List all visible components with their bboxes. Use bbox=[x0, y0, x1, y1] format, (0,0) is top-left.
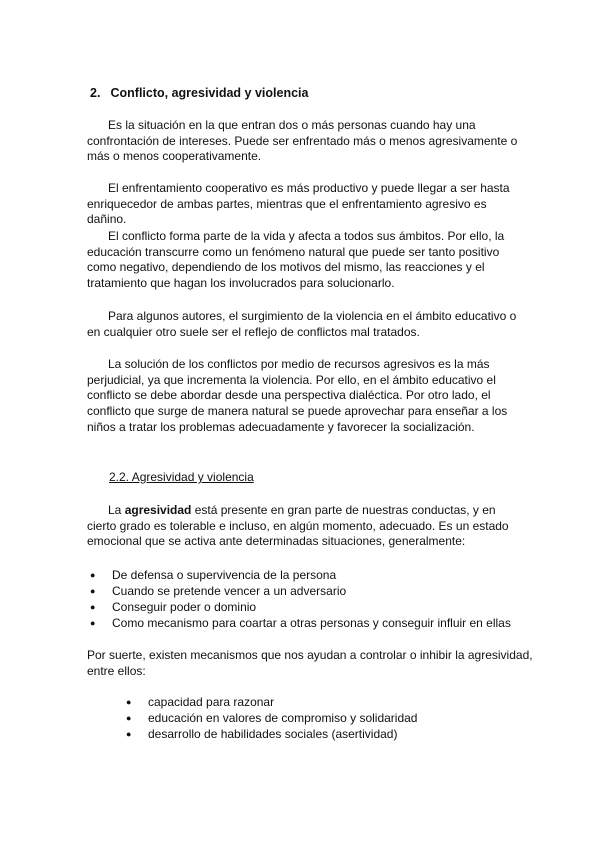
closing-paragraph: Por suerte, existen mecanismos que nos ayudan a controlar o inhibir la agresividad, entre ellos: bbox=[87, 648, 533, 678]
list-item: ● educación en valores de compromiso y solidaridad bbox=[126, 710, 417, 726]
section-heading bbox=[90, 86, 308, 100]
paragraph-text: Para algunos autores, el surgimiento de la violencia en el ámbito educativo o en cualquier otro suele ser el reflejo de conflictos mal tratados. bbox=[87, 309, 517, 339]
paragraph bbox=[87, 118, 527, 165]
bold-term: agresividad bbox=[124, 503, 192, 517]
paragraph-text: Es la situación en la que entran dos o más personas cuando hay una confrontación de intereses. Puede ser enfrentado más o menos agresivamente o más o menos cooperativamente. bbox=[87, 118, 518, 164]
bullet-list-situations bbox=[90, 567, 511, 631]
intro-rest: está presente en gran parte de nuestras conductas, y en cierto grado es tolerable e incluso, en algún momento, adecuado. Es un estado emocional que se activa ante determinadas situaciones, generalmente: bbox=[87, 503, 509, 549]
list-item: ● Como mecanismo para coartar a otras personas y conseguir influir en ellas bbox=[90, 615, 511, 631]
bullet-list-mechanisms bbox=[126, 694, 417, 742]
list-item: ● capacidad para razonar bbox=[126, 694, 417, 710]
paragraph bbox=[87, 229, 527, 292]
subsection-heading: 2.2. Agresividad y violencia bbox=[109, 470, 254, 484]
paragraph bbox=[87, 181, 527, 228]
list-item: ● desarrollo de habilidades sociales (asertividad) bbox=[126, 726, 417, 742]
list-item: ● De defensa o supervivencia de la persona bbox=[90, 567, 511, 583]
subsection-intro bbox=[87, 503, 527, 550]
section-number: 2. bbox=[90, 86, 101, 100]
paragraph bbox=[87, 357, 527, 436]
section-title: Conflicto, agresividad y violencia bbox=[110, 86, 309, 100]
paragraph-text: El conflicto forma parte de la vida y afecta a todos sus ámbitos. Por ello, la educación transcurre como un fenómeno natural que puede ser tanto positivo como negativo, dependiendo de los motivos del mismo, las reacciones y el tratamiento que hagan los involucrados para solucionarlo. bbox=[87, 229, 505, 291]
intro-prefix: La bbox=[108, 503, 125, 517]
list-item: ● Cuando se pretende vencer a un adversario bbox=[90, 583, 511, 599]
paragraph-text: La solución de los conflictos por medio de recursos agresivos es la más perjudicial, ya que incrementa la violencia. Por ello, en el ámbito educativo el conflicto se debe abordar desde una perspectiva dialéctica. Por otro lado, el conflicto que surge de manera natural se puede aprovechar para enseñar a los niños a tratar los problemas adecuadamente y favorecer la socialización. bbox=[87, 357, 508, 434]
list-item: ● Conseguir poder o dominio bbox=[90, 599, 511, 615]
paragraph bbox=[87, 309, 527, 340]
paragraph-text: El enfrentamiento cooperativo es más productivo y puede llegar a ser hasta enriquecedor de ambas partes, mientras que el enfrentamiento agresivo es dañino. bbox=[87, 181, 510, 227]
